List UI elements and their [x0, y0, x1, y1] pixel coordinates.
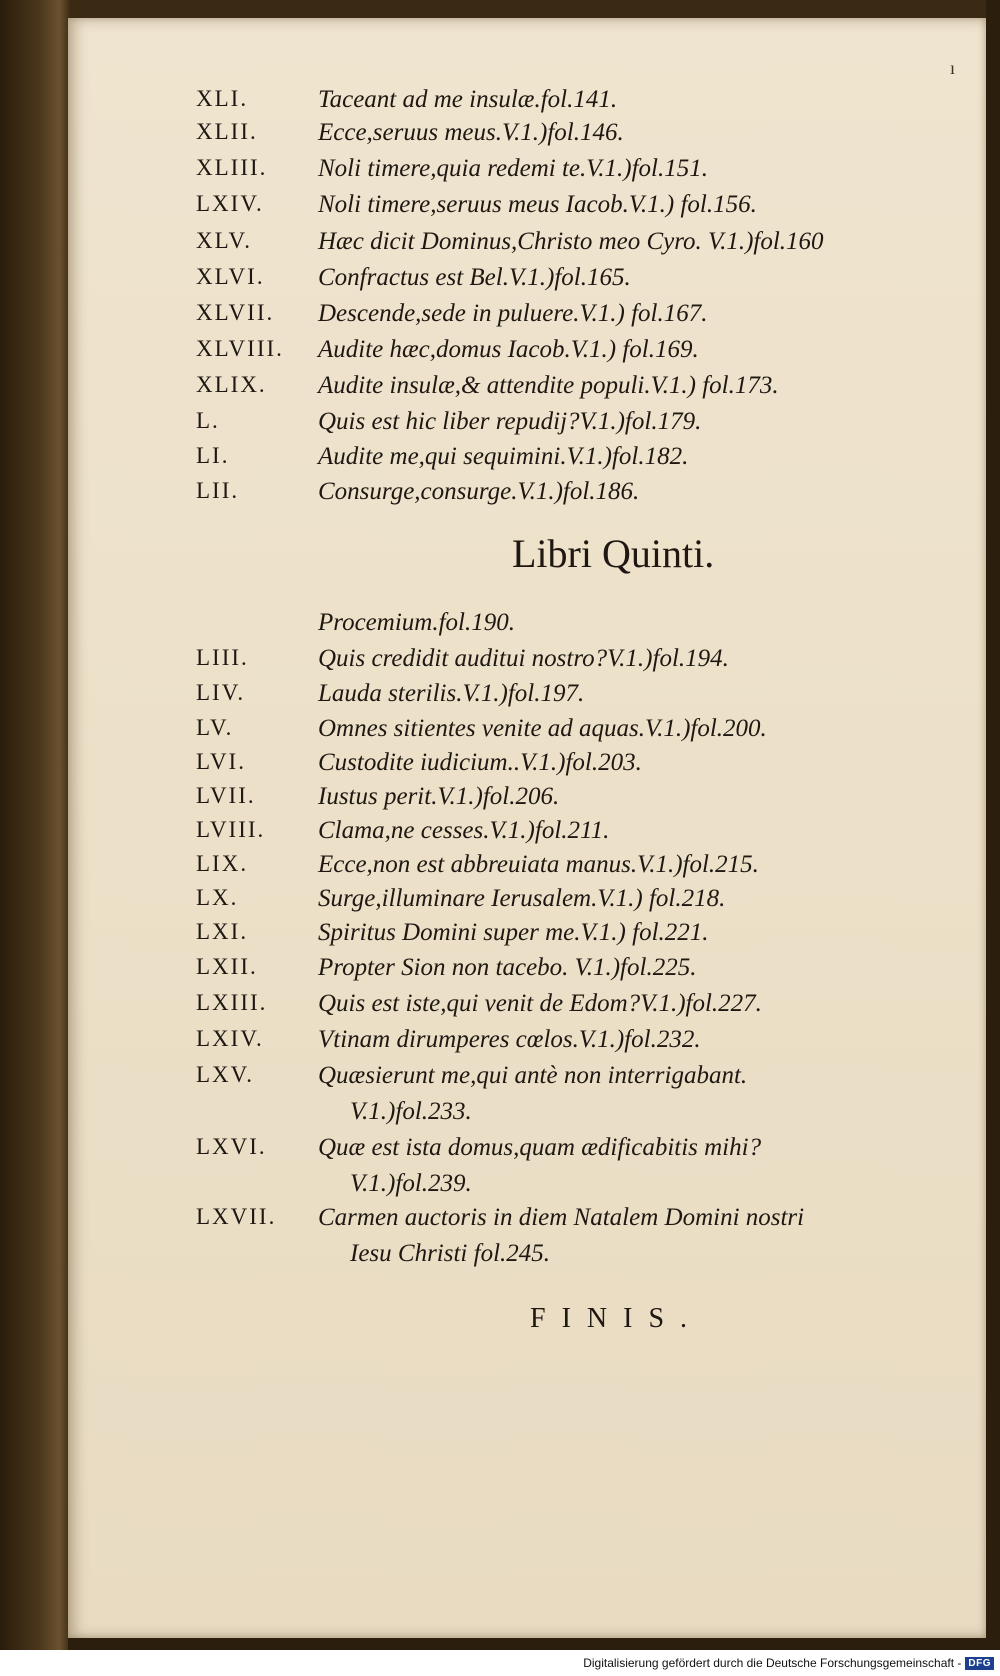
- entry-number: LI.: [196, 443, 230, 468]
- entry-continuation: V.1.)fol.239.: [350, 1170, 472, 1197]
- footer-credit: Digitalisierung gefördert durch die Deutsche Forschungsgemeinschaft -: [583, 1656, 962, 1670]
- entry-title: Quæ est ista domus,quam ædificabitis mihi?: [318, 1134, 762, 1161]
- entry-number: XLIX.: [196, 372, 267, 397]
- entry-number: XLVIII.: [196, 336, 284, 361]
- entry-title: Descende,sede in puluere.V.1.) fol.167.: [318, 300, 708, 327]
- entry-number: LIV.: [196, 680, 246, 705]
- entry-title: Spiritus Domini super me.V.1.) fol.221.: [318, 919, 709, 946]
- entry-number: LVIII.: [196, 817, 266, 842]
- entry-number: LII.: [196, 478, 240, 503]
- entry-title: Carmen auctoris in diem Natalem Domini nostri: [318, 1204, 805, 1231]
- entry-title: Audite me,qui sequimini.V.1.)fol.182.: [318, 443, 689, 470]
- entry-number: XLVII.: [196, 300, 275, 325]
- dfg-logo: DFG: [965, 1657, 994, 1670]
- entry-number: LIII.: [196, 645, 249, 670]
- entry-title: Hæc dicit Dominus,Christo meo Cyro. V.1.)fol.160: [318, 228, 824, 255]
- entry-title: Confractus est Bel.V.1.)fol.165.: [318, 264, 631, 291]
- entry-title: Noli timere,quia redemi te.V.1.)fol.151.: [318, 155, 709, 182]
- entry-number: LIX.: [196, 851, 249, 876]
- finis-text: FINIS.: [530, 1303, 704, 1334]
- footer-bar: [0, 1650, 1000, 1676]
- entry-title: Quæsierunt me,qui antè non interrigabant.: [318, 1062, 748, 1089]
- prooemium-title: Procemium.fol.190.: [318, 609, 515, 636]
- entry-title: Noli timere,seruus meus Iacob.V.1.) fol.156.: [318, 191, 757, 218]
- entry-number: LXI.: [196, 919, 249, 944]
- entry-number: XLVI.: [196, 264, 265, 289]
- entry-title: Lauda sterilis.V.1.)fol.197.: [318, 680, 585, 707]
- entry-title: Vtinam dirumperes cœlos.V.1.)fol.232.: [318, 1026, 701, 1053]
- entry-title: Taceant ad me insulæ.fol.141.: [318, 86, 618, 113]
- entry-continuation: V.1.)fol.233.: [350, 1098, 472, 1125]
- entry-continuation: Iesu Christi fol.245.: [350, 1240, 551, 1267]
- entry-title: Quis credidit auditui nostro?V.1.)fol.194.: [318, 645, 729, 672]
- entry-number: L.: [196, 408, 220, 433]
- entry-number: LVI.: [196, 749, 246, 774]
- entry-number: LVII.: [196, 783, 256, 808]
- entry-title: Surge,illuminare Ierusalem.V.1.) fol.218.: [318, 885, 726, 912]
- entry-title: Quis est hic liber repudij?V.1.)fol.179.: [318, 408, 702, 435]
- page-right-edge: [986, 0, 1000, 1650]
- entry-number: XLIII.: [196, 155, 268, 180]
- entry-number: XLI.: [196, 86, 249, 111]
- book-spine-edge: [0, 0, 70, 1650]
- entry-title: Clama,ne cesses.V.1.)fol.211.: [318, 817, 610, 844]
- entry-title: Audite insulæ,& attendite populi.V.1.) fol.173.: [318, 372, 779, 399]
- entry-title: Audite hæc,domus Iacob.V.1.) fol.169.: [318, 336, 699, 363]
- entry-number: LXV.: [196, 1062, 255, 1087]
- entry-number: LV.: [196, 715, 234, 740]
- entry-number: XLII.: [196, 119, 258, 144]
- entry-title: Consurge,consurge.V.1.)fol.186.: [318, 478, 640, 505]
- entry-number: XLV.: [196, 228, 252, 253]
- page-bottom-edge: [68, 1638, 1000, 1650]
- entry-number: LXIV.: [196, 191, 264, 216]
- entry-number: LXVII.: [196, 1204, 277, 1229]
- entry-number: LXIV.: [196, 1026, 264, 1051]
- entry-number: LXII.: [196, 954, 258, 979]
- section-heading: Libri Quinti.: [512, 531, 715, 576]
- entry-title: Ecce,seruus meus.V.1.)fol.146.: [318, 119, 624, 146]
- entry-number: LX.: [196, 885, 239, 910]
- entry-number: LXIII.: [196, 990, 268, 1015]
- entry-title: Iustus perit.V.1.)fol.206.: [318, 783, 560, 810]
- entry-title: Custodite iudicium..V.1.)fol.203.: [318, 749, 642, 776]
- entry-title: Propter Sion non tacebo. V.1.)fol.225.: [318, 954, 697, 981]
- entry-title: Quis est iste,qui venit de Edom?V.1.)fol.227.: [318, 990, 762, 1017]
- page-corner-mark: ı: [950, 58, 956, 78]
- entry-number: LXVI.: [196, 1134, 267, 1159]
- entry-title: Omnes sitientes venite ad aquas.V.1.)fol.200.: [318, 715, 767, 742]
- entry-title: Ecce,non est abbreuiata manus.V.1.)fol.215.: [318, 851, 759, 878]
